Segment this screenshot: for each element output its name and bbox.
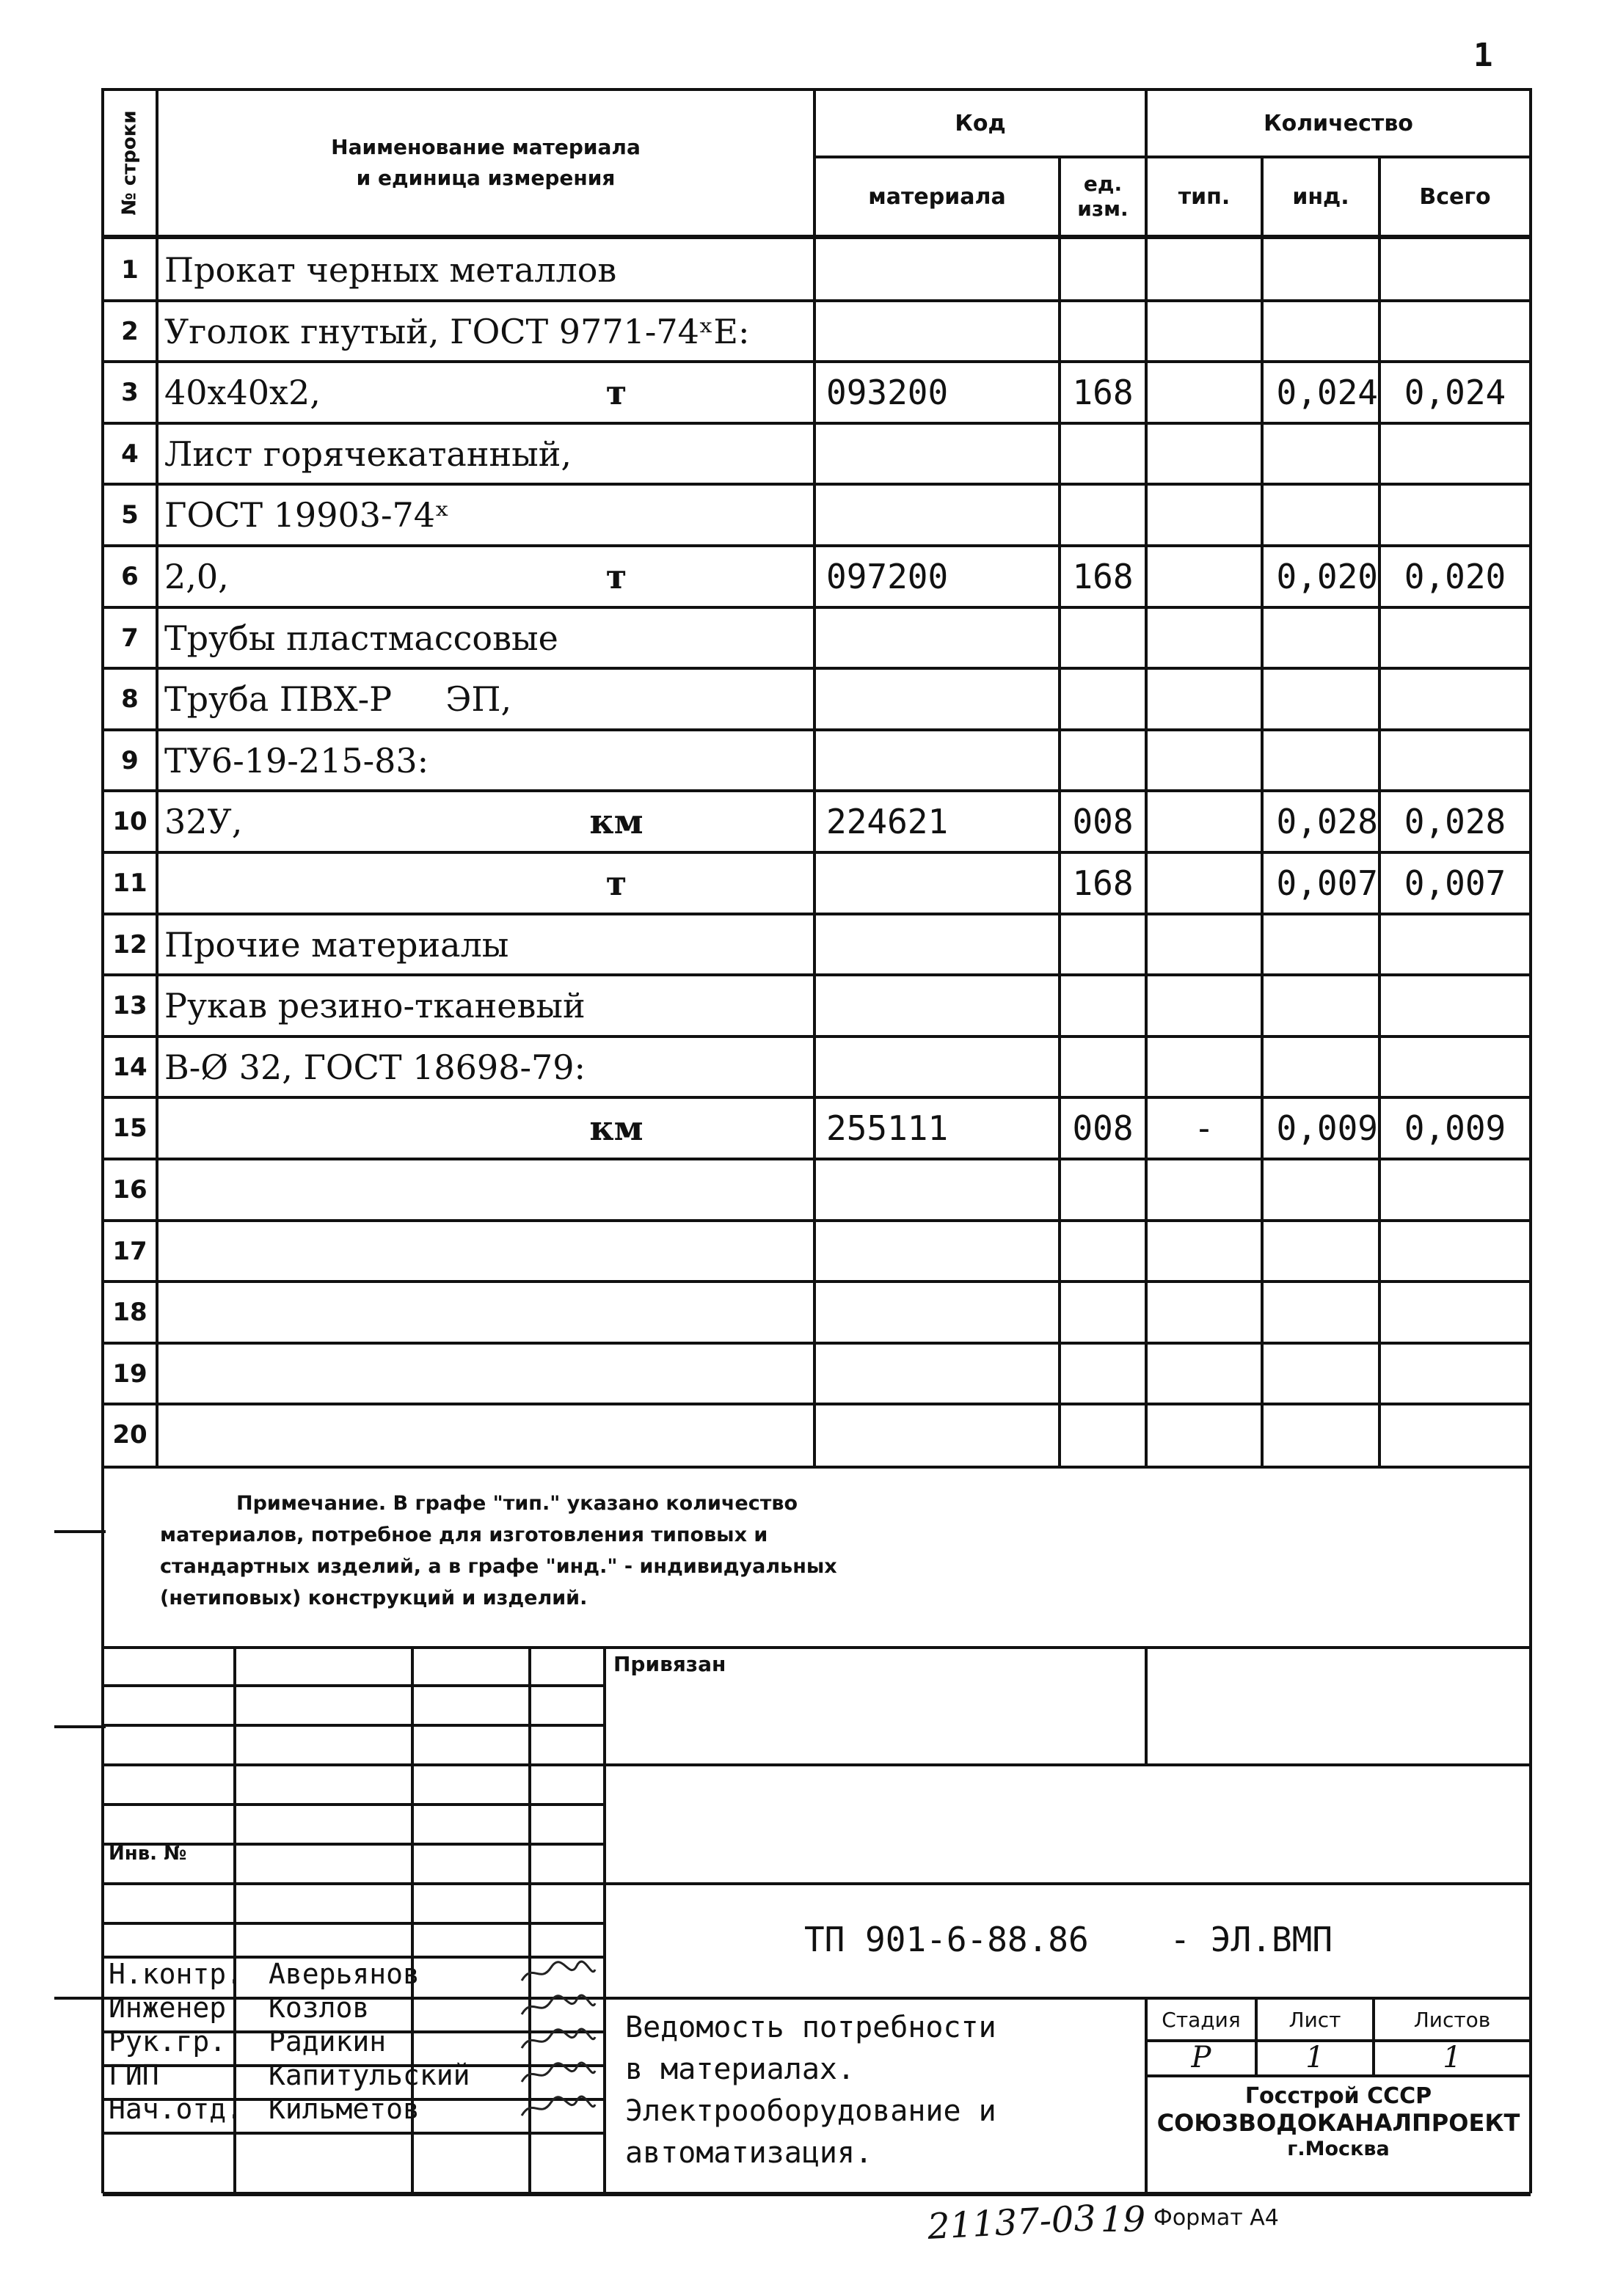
cell-name: Прокат черных металлов — [164, 250, 617, 290]
cell-n: 6 — [121, 562, 139, 591]
cell-n: 4 — [121, 439, 139, 469]
cell-ind — [1264, 670, 1378, 728]
signer-name: Кильметов — [269, 2093, 420, 2125]
cell-code: 093200 — [826, 373, 949, 412]
cell-unit — [1061, 1345, 1145, 1403]
frame-bottom-line — [103, 2192, 1531, 2196]
cell-ind — [1264, 1345, 1378, 1403]
title-line-4: автоматизация. — [625, 2136, 873, 2170]
cell-unit-label — [558, 1345, 675, 1403]
cell-code — [816, 425, 1068, 483]
cell-typ — [1148, 792, 1261, 851]
cell-n: 13 — [112, 991, 147, 1020]
cell-unit-label: т — [605, 863, 627, 903]
format-label: Формат А4 — [1153, 2205, 1279, 2231]
cell-n: 7 — [121, 624, 139, 653]
cell-name: 40х40х2, — [164, 373, 321, 412]
cell-total — [1381, 486, 1529, 544]
note-line-1: Примечание. В графе "тип." указано количество — [236, 1492, 798, 1515]
cell-ind — [1264, 731, 1378, 790]
cell-code — [816, 609, 1068, 668]
cell-unit: 168 — [1072, 557, 1134, 596]
sheets-value: 1 — [1443, 2041, 1462, 2074]
cell-total: 0,007 — [1404, 863, 1506, 903]
stage-value: Р — [1191, 2041, 1211, 2074]
cell-code — [816, 915, 1068, 974]
note-line-2: материалов, потребное для изготовления типовых и — [160, 1524, 768, 1546]
cell-n: 11 — [112, 869, 147, 898]
cell-total: 0,009 — [1404, 1108, 1506, 1148]
cell-code: 097200 — [826, 557, 949, 596]
cell-typ — [1148, 1222, 1261, 1281]
cell-unit — [1061, 1405, 1145, 1464]
cell-code — [816, 731, 1068, 790]
cell-unit-label — [558, 731, 675, 790]
cell-name: Труба ПВХ-Р ЭП, — [164, 679, 512, 719]
cell-code — [816, 1283, 1068, 1342]
note-bottom-line — [103, 1646, 1531, 1649]
cell-name: Прочие материалы — [164, 925, 509, 965]
cell-ind — [1264, 302, 1378, 361]
stamp-v5 — [1145, 1646, 1148, 1765]
cell-typ — [1148, 731, 1261, 790]
cell-unit-label: км — [589, 802, 644, 841]
cell-total — [1381, 302, 1529, 361]
cell-unit — [1061, 731, 1145, 790]
cell-typ — [1148, 1405, 1261, 1464]
cell-n: 17 — [112, 1237, 147, 1266]
header-code-group: Код — [955, 110, 1006, 136]
cell-ind: 0,007 — [1276, 863, 1378, 903]
header-typ: тип. — [1178, 183, 1231, 210]
cell-unit-label — [558, 670, 675, 728]
cell-ind — [1264, 976, 1378, 1035]
cell-ind — [1264, 1283, 1378, 1342]
cell-total — [1381, 1345, 1529, 1403]
cell-typ — [1148, 425, 1261, 483]
cell-total — [1381, 1222, 1529, 1281]
page-number: 19 — [1101, 2199, 1146, 2240]
cell-name — [158, 1405, 819, 1464]
header-qty-group: Количество — [1264, 110, 1413, 136]
cell-ind — [1264, 1405, 1378, 1464]
header-material: материала — [868, 183, 1006, 210]
cell-unit — [1061, 670, 1145, 728]
cell-total: 0,028 — [1404, 802, 1506, 841]
cell-ind — [1264, 1160, 1378, 1219]
cell-name — [158, 854, 819, 913]
header-ind: инд. — [1292, 183, 1349, 210]
cell-unit — [1061, 302, 1145, 361]
signer-role: Инженер — [109, 1992, 227, 2024]
cell-n: 9 — [121, 746, 139, 775]
sheet-label: Лист — [1288, 2007, 1341, 2032]
cell-code — [816, 1345, 1068, 1403]
stamp-h1 — [103, 1684, 605, 1687]
signature-scribble — [518, 2026, 599, 2058]
cell-unit: 008 — [1072, 1108, 1134, 1148]
margin-tick-1 — [54, 1530, 106, 1533]
cell-typ — [1148, 854, 1261, 913]
title-line-1: Ведомость потребности — [625, 2011, 996, 2044]
cell-typ — [1148, 302, 1261, 361]
cell-typ — [1148, 1038, 1261, 1097]
cell-unit-label: т — [605, 373, 627, 412]
cell-code — [816, 241, 1068, 299]
attached-label: Привязан — [613, 1652, 726, 1676]
cell-unit-label — [558, 915, 675, 974]
cell-n: 19 — [112, 1359, 147, 1389]
cell-unit: 008 — [1072, 802, 1134, 841]
stamp-h2 — [103, 1724, 605, 1727]
header-total: Всего — [1419, 183, 1491, 210]
stamp-h-stage-bottom — [1145, 2074, 1531, 2077]
signature-scribble — [518, 2094, 599, 2126]
cell-unit — [1061, 486, 1145, 544]
cell-code — [816, 1405, 1068, 1464]
cell-typ — [1148, 976, 1261, 1035]
cell-name — [158, 1160, 819, 1219]
cell-n: 2 — [121, 317, 139, 346]
cell-total — [1381, 976, 1529, 1035]
title-line-3: Электрооборудование и — [625, 2094, 996, 2128]
cell-ind — [1264, 486, 1378, 544]
stage-label: Стадия — [1162, 2007, 1241, 2032]
cell-typ — [1148, 1345, 1261, 1403]
cell-name: Уголок гнутый, ГОСТ 9771-74ˣЕ: — [164, 312, 750, 351]
cell-n: 15 — [112, 1114, 147, 1143]
cell-ind — [1264, 915, 1378, 974]
frame-right-border — [1529, 88, 1532, 2193]
cell-code — [816, 486, 1068, 544]
signer-name: Капитульский — [269, 2059, 470, 2091]
note-line-4: (нетиповых) конструкций и изделий. — [160, 1587, 588, 1609]
cell-n: 18 — [112, 1298, 147, 1327]
signature-scribble — [518, 1992, 599, 2025]
cell-name: ГОСТ 19903-74ˣ — [164, 495, 450, 535]
cell-typ — [1148, 609, 1261, 668]
cell-unit-label — [558, 976, 675, 1035]
cell-n: 16 — [112, 1175, 147, 1204]
cell-n: 10 — [112, 807, 147, 836]
cell-total — [1381, 731, 1529, 790]
header-name: Наименование материала и единица измерения — [331, 135, 641, 190]
cell-ind — [1264, 1038, 1378, 1097]
cell-unit — [1061, 1038, 1145, 1097]
cell-code — [816, 670, 1068, 728]
stamp-h13 — [103, 2132, 605, 2135]
cell-typ — [1148, 1160, 1261, 1219]
cell-code — [816, 1160, 1068, 1219]
cell-n: 12 — [112, 930, 147, 959]
cell-ind: 0,028 — [1276, 802, 1378, 841]
document-code: ТП 901-6-88.86 - ЭЛ.ВМП — [803, 1920, 1333, 1959]
signature-scribble — [518, 2060, 599, 2092]
cell-ind — [1264, 609, 1378, 668]
handwritten-archive-number: 21137-03 — [926, 2198, 1098, 2248]
cell-typ — [1148, 363, 1261, 422]
header-unit: ед. изм. — [1077, 172, 1129, 221]
cell-name — [158, 1345, 819, 1403]
cell-total — [1381, 1160, 1529, 1219]
cell-unit-label — [558, 241, 675, 299]
signer-name: Аверьянов — [269, 1958, 420, 1990]
cell-n: 3 — [121, 378, 139, 407]
cell-n: 5 — [121, 500, 139, 530]
cell-ind — [1264, 425, 1378, 483]
document-title — [625, 2007, 996, 2174]
cell-ind — [1264, 1222, 1378, 1281]
cell-unit-label — [558, 425, 675, 483]
cell-n: 14 — [112, 1053, 147, 1082]
cell-n: 8 — [121, 684, 139, 714]
signer-role: ГИП — [109, 2059, 159, 2091]
cell-unit — [1061, 976, 1145, 1035]
table-bottom-line — [103, 1466, 1531, 1469]
corner-mark: 1 — [1473, 37, 1493, 74]
org-city: г.Москва — [1287, 2138, 1390, 2160]
note-line-3: стандартных изделий, а в графе "инд." - индивидуальных — [160, 1555, 837, 1578]
sheets-label: Листов — [1413, 2007, 1491, 2032]
cell-unit — [1061, 609, 1145, 668]
cell-total — [1381, 670, 1529, 728]
cell-name — [158, 1222, 819, 1281]
stamp-h4 — [103, 1803, 605, 1806]
cell-total — [1381, 915, 1529, 974]
org-name: СОЮЗВОДОКАНАЛПРОЕКТ — [1156, 2109, 1520, 2137]
signature-scribble — [518, 1959, 599, 1991]
cell-total: 0,020 — [1404, 557, 1506, 596]
cell-typ — [1148, 915, 1261, 974]
cell-name — [158, 1283, 819, 1342]
signer-name: Козлов — [269, 1992, 370, 2024]
cell-unit — [1061, 1222, 1145, 1281]
cell-unit-label — [558, 1222, 675, 1281]
cell-ind: 0,024 — [1276, 373, 1378, 412]
cell-ind: 0,020 — [1276, 557, 1378, 596]
cell-unit-label: км — [589, 1108, 644, 1148]
signer-name: Радикин — [269, 2025, 387, 2058]
cell-code — [816, 1038, 1068, 1097]
cell-name: В-Ø 32, ГОСТ 18698-79: — [164, 1048, 586, 1087]
header-bottom-line — [103, 235, 1531, 239]
cell-typ: - — [1194, 1108, 1214, 1148]
cell-total — [1381, 241, 1529, 299]
sheet-value: 1 — [1305, 2041, 1324, 2074]
cell-total — [1381, 1405, 1529, 1464]
cell-typ — [1148, 670, 1261, 728]
organization-block — [1148, 2083, 1529, 2162]
cell-name: Рукав резино-тканевый — [164, 986, 586, 1025]
cell-unit — [1061, 1160, 1145, 1219]
cell-unit — [1061, 425, 1145, 483]
cell-total — [1381, 425, 1529, 483]
cell-code: 255111 — [826, 1108, 949, 1148]
cell-unit-label — [558, 609, 675, 668]
cell-code — [816, 1222, 1068, 1281]
cell-unit-label — [558, 1038, 675, 1097]
cell-unit — [1061, 1283, 1145, 1342]
cell-unit: 168 — [1072, 863, 1134, 903]
cell-unit-label — [558, 1283, 675, 1342]
cell-ind: 0,009 — [1276, 1108, 1378, 1148]
cell-name: Трубы пластмассовые — [164, 618, 558, 658]
cell-name: 32У, — [164, 802, 243, 841]
cell-name: ТУ6-19-215-83: — [164, 741, 429, 780]
signer-role: Рук.гр. — [109, 2025, 227, 2058]
cell-total — [1381, 609, 1529, 668]
title-line-2: в материалах. — [625, 2052, 856, 2086]
cell-unit-label — [558, 486, 675, 544]
signer-role: Нач.отд. — [109, 2093, 244, 2125]
cell-total: 0,024 — [1404, 373, 1506, 412]
cell-typ — [1148, 241, 1261, 299]
header-row-no: № строки — [119, 110, 141, 216]
cell-total — [1381, 1283, 1529, 1342]
cell-ind — [1264, 241, 1378, 299]
cell-typ — [1148, 486, 1261, 544]
cell-name — [158, 1099, 819, 1158]
cell-code — [816, 302, 1068, 361]
cell-total — [1381, 1038, 1529, 1097]
margin-tick-2 — [54, 1725, 106, 1728]
cell-typ — [1148, 547, 1261, 606]
cell-name: 2,0, — [164, 557, 229, 596]
cell-unit-label: т — [605, 557, 627, 596]
cell-unit: 168 — [1072, 373, 1134, 412]
cell-unit — [1061, 241, 1145, 299]
cell-unit — [1061, 915, 1145, 974]
cell-code — [816, 854, 1068, 913]
signer-role: Н.контр. — [109, 1958, 244, 1990]
cell-unit-label — [558, 302, 675, 361]
inv-label: Инв. № — [109, 1843, 187, 1865]
cell-name: Лист горячекатанный, — [164, 434, 572, 474]
stamp-h3 — [103, 1763, 1531, 1766]
margin-tick-3 — [54, 1997, 106, 2000]
cell-code — [816, 976, 1068, 1035]
cell-code: 224621 — [826, 802, 949, 841]
note-block — [160, 1488, 837, 1614]
org-ministry: Госстрой СССР — [1244, 2083, 1432, 2109]
stamp-h7 — [103, 1922, 605, 1925]
cell-n: 1 — [121, 255, 139, 285]
cell-typ — [1148, 1283, 1261, 1342]
cell-n: 20 — [112, 1420, 147, 1449]
cell-unit-label — [558, 1160, 675, 1219]
cell-unit-label — [558, 1405, 675, 1464]
